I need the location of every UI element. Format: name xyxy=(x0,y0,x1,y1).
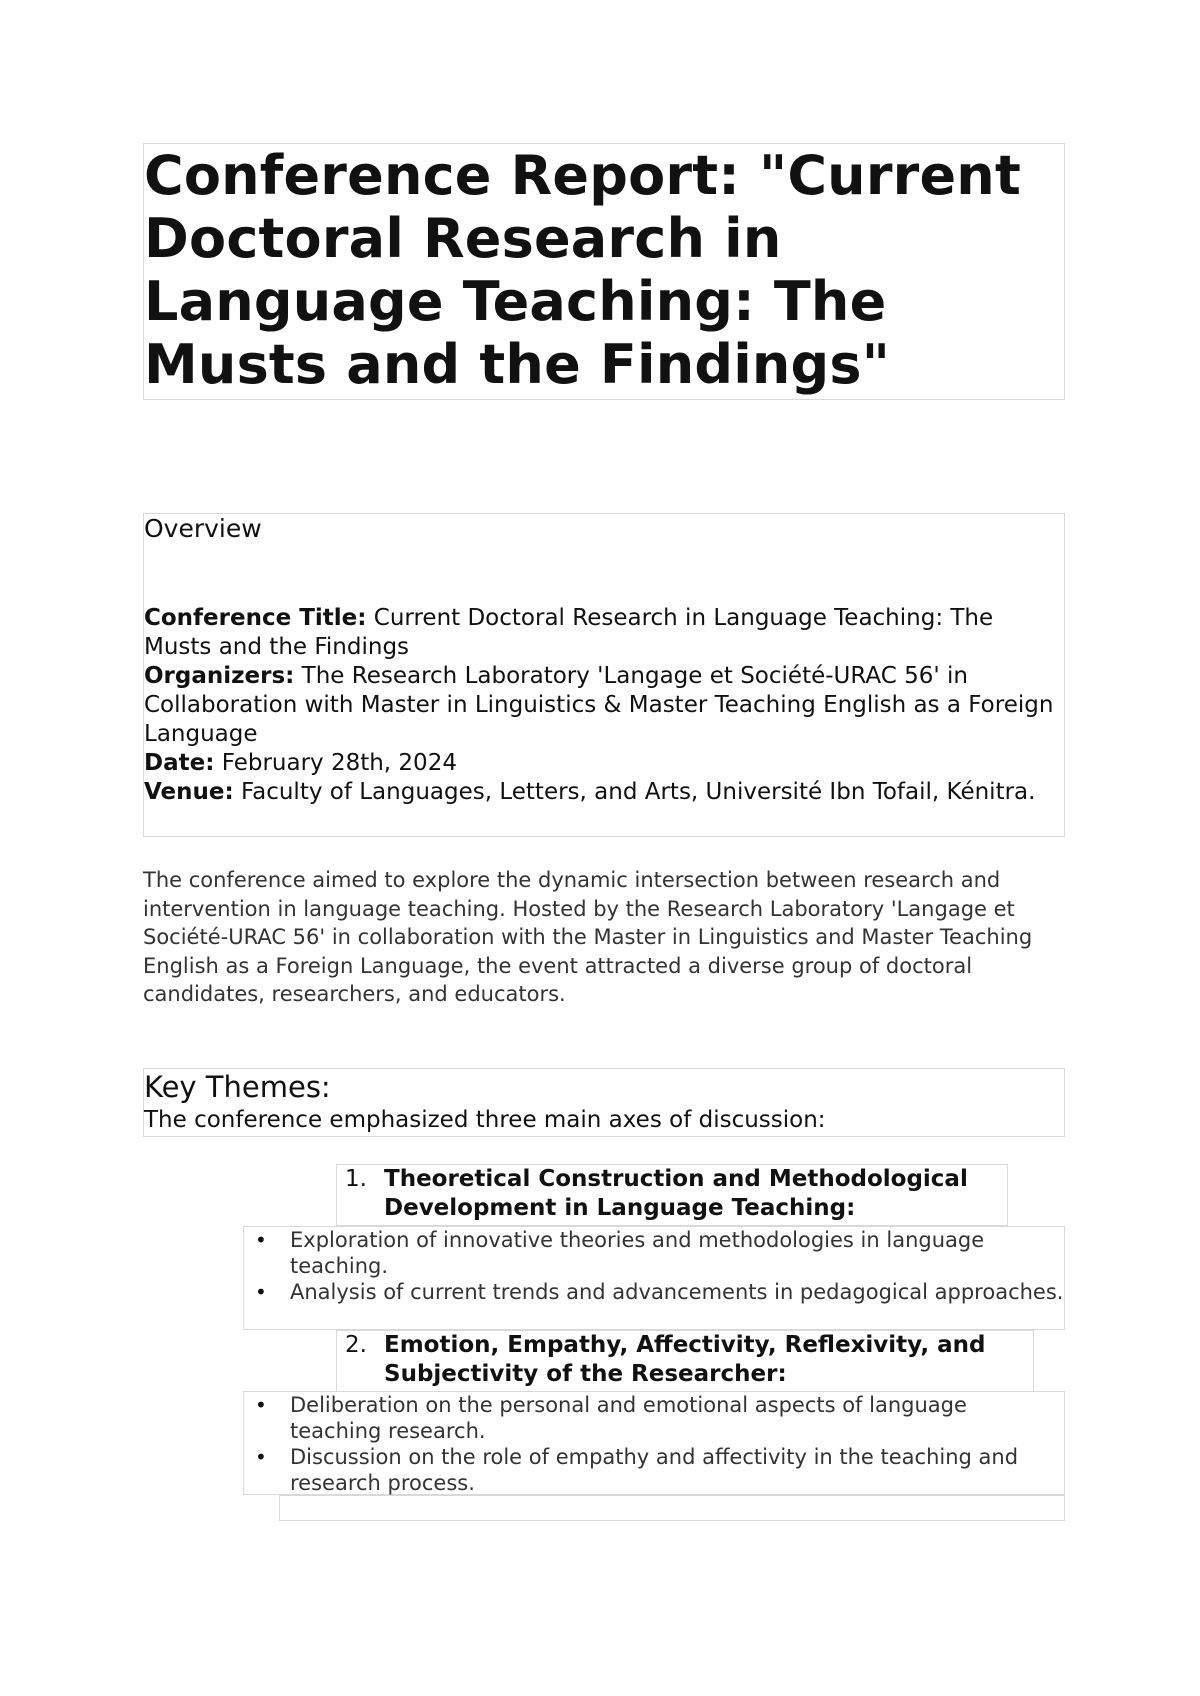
bullet-text: Deliberation on the personal and emotional aspects of language teaching research. xyxy=(290,1393,967,1443)
bullet-icon: • xyxy=(255,1445,267,1469)
list-item xyxy=(244,1279,1064,1305)
bullet-icon: • xyxy=(255,1228,267,1252)
list-item xyxy=(244,1227,1064,1279)
theme-2-bullets xyxy=(243,1391,1065,1495)
bullet-text: Exploration of innovative theories and methodologies in language teaching. xyxy=(290,1228,985,1278)
conference-details xyxy=(144,604,1062,807)
detail-organizers xyxy=(144,662,1062,749)
theme-title: Emotion, Empathy, Affectivity, Reflexivity, and Subjectivity of the Researcher: xyxy=(384,1332,986,1387)
detail-value: The Research Laboratory 'Langage et Société-URAC 56' in Collaboration with Master in Linguistics & Master Teaching English as a Foreign Language xyxy=(144,663,1054,747)
list-number: 2. xyxy=(345,1332,367,1358)
theme-heading-1 xyxy=(336,1164,1008,1226)
detail-venue xyxy=(144,778,1062,807)
bullet-icon: • xyxy=(255,1393,267,1417)
detail-label: Venue: xyxy=(144,779,234,805)
empty-placeholder-box xyxy=(279,1495,1065,1521)
list-item xyxy=(244,1444,1064,1496)
theme-heading-2 xyxy=(336,1330,1034,1392)
key-themes-section xyxy=(143,1068,1065,1137)
bullet-text: Discussion on the role of empathy and affectivity in the teaching and research process. xyxy=(290,1445,1019,1495)
detail-value: Current Doctoral Research in Language Teaching: The Musts and the Findings xyxy=(144,605,994,660)
detail-value: Faculty of Languages, Letters, and Arts, Université Ibn Tofail, Kénitra. xyxy=(233,779,1036,805)
detail-value: February 28th, 2024 xyxy=(214,750,457,776)
theme-title: Theoretical Construction and Methodological Development in Language Teaching: xyxy=(384,1166,968,1221)
title-block xyxy=(143,143,1065,400)
bullet-text: Analysis of current trends and advancements in pedagogical approaches. xyxy=(290,1280,1064,1304)
detail-date xyxy=(144,749,1062,778)
detail-label: Organizers: xyxy=(144,663,295,689)
detail-label: Date: xyxy=(144,750,215,776)
overview-heading: Overview xyxy=(144,514,262,543)
key-themes-heading: Key Themes: xyxy=(144,1070,331,1104)
page-title: Conference Report: "Current Doctoral Research in Language Teaching: The Musts and the Findings" xyxy=(144,144,1021,396)
list-number: 1. xyxy=(345,1166,367,1192)
intro-paragraph: The conference aimed to explore the dynamic intersection between research and intervention in language teaching. Hosted by the Research Laboratory 'Langage et Société-URAC 56' in collaboration with the Master in Linguistics and Master Teaching English as a Foreign Language, the event attracted a diverse group of doctoral candidates, researchers, and educators. xyxy=(143,868,1033,1006)
theme-1-bullets xyxy=(243,1226,1065,1330)
key-themes-lead: The conference emphasized three main axes of discussion: xyxy=(144,1107,826,1133)
bullet-icon: • xyxy=(255,1280,267,1304)
list-item xyxy=(244,1392,1064,1444)
overview-section xyxy=(143,513,1065,837)
detail-conference-title xyxy=(144,604,1062,662)
detail-label: Conference Title: xyxy=(144,605,367,631)
